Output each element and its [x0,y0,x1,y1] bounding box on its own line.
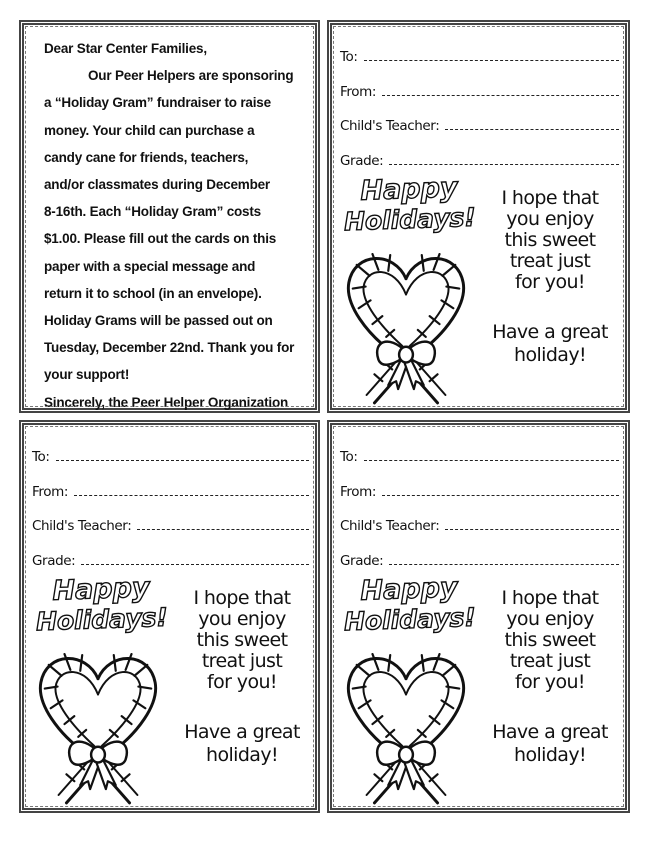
letter-line: candy cane for friends, teachers, [44,149,249,165]
message-line: I hope that [501,187,599,209]
happy-word: Happy [51,572,151,607]
holiday-gram-card [19,420,320,813]
message-line: for you! [515,271,585,293]
message-line: I hope that [501,587,599,609]
card-closing [468,321,632,367]
candy-cane-heart-icon [337,643,475,811]
holidays-word: Holidays! [343,202,477,237]
happy-word: Happy [359,172,459,207]
message-line: for you! [207,671,277,693]
to-field[interactable] [340,43,619,65]
letter-line: your support! [44,367,130,383]
message-line: treat just [201,650,283,672]
from-field[interactable] [340,478,619,500]
from-field[interactable] [340,78,619,100]
letter-line: money. Your child can purchase a [44,122,255,138]
to-line[interactable] [56,459,309,461]
closing-line: holiday! [514,344,586,366]
teacher-line[interactable] [137,528,309,530]
closing-line: holiday! [514,744,586,766]
message-line: this sweet [504,229,596,251]
to-line[interactable] [364,459,619,461]
grade-label: Grade: [340,553,384,569]
message-line: you enjoy [198,608,286,630]
message-line: treat just [509,250,591,272]
card-message [162,588,322,693]
message-line: for you! [515,671,585,693]
closing-line: Have a great [492,321,608,343]
card-closing [468,721,632,767]
holiday-gram-card [327,20,630,413]
message-line: you enjoy [506,208,594,230]
grade-field[interactable] [340,547,619,569]
from-line[interactable] [382,94,619,96]
teacher-line[interactable] [445,128,619,130]
grade-label: Grade: [32,553,76,569]
letter-line: a “Holiday Gram” fundraiser to raise [44,95,271,111]
closing-line: holiday! [206,744,278,766]
holidays-word: Holidays! [35,602,169,637]
letter-line: Our Peer Helpers are sponsoring [88,68,294,84]
happy-holidays-title [343,572,477,637]
letter-line: Holiday Grams will be passed out on [44,313,273,329]
from-line[interactable] [382,494,619,496]
message-line: you enjoy [506,608,594,630]
grade-line[interactable] [81,563,309,565]
candy-cane-heart-icon [29,643,167,811]
closing-line: Have a great [184,721,300,743]
teacher-field[interactable] [32,512,309,534]
teacher-label: Child's Teacher: [340,118,440,134]
letter-line: Tuesday, December 22nd. Thank you for [44,340,295,356]
happy-holidays-title [343,172,477,237]
grade-line[interactable] [389,563,619,565]
to-label: To: [340,49,358,65]
letter-line: $1.00. Please fill out the cards on this [44,231,277,247]
to-line[interactable] [364,59,619,61]
closing-line: Have a great [492,721,608,743]
grade-field[interactable] [32,547,309,569]
grade-label: Grade: [340,153,384,169]
card-message [470,188,630,293]
from-label: From: [340,484,376,500]
letter-line: and/or classmates during December [44,177,270,193]
letter-line: Sincerely, the Peer Helper Organization [44,394,289,410]
from-label: From: [340,84,376,100]
to-field[interactable] [340,443,619,465]
teacher-label: Child's Teacher: [32,518,132,534]
card-message [470,588,630,693]
letter-line: return it to school (in an envelope). [44,285,262,301]
letter-line: paper with a special message and [44,258,256,274]
happy-holidays-title [35,572,169,637]
message-line: treat just [509,650,591,672]
from-line[interactable] [74,494,309,496]
from-label: From: [32,484,68,500]
holiday-gram-card [327,420,630,813]
to-label: To: [340,449,358,465]
teacher-line[interactable] [445,528,619,530]
grade-line[interactable] [389,163,619,165]
grade-field[interactable] [340,147,619,169]
happy-word: Happy [359,572,459,607]
message-line: I hope that [193,587,291,609]
teacher-field[interactable] [340,512,619,534]
to-label: To: [32,449,50,465]
message-line: this sweet [504,629,596,651]
letter-panel [19,20,320,413]
card-closing [160,721,324,767]
holidays-word: Holidays! [343,602,477,637]
letter-line: Dear Star Center Families, [44,41,207,56]
teacher-label: Child's Teacher: [340,518,440,534]
letter-line: 8-16th. Each “Holiday Gram” costs [44,204,261,220]
candy-cane-heart-icon [337,243,475,411]
message-line: this sweet [196,629,288,651]
teacher-field[interactable] [340,112,619,134]
from-field[interactable] [32,478,309,500]
to-field[interactable] [32,443,309,465]
letter-text [44,35,314,416]
